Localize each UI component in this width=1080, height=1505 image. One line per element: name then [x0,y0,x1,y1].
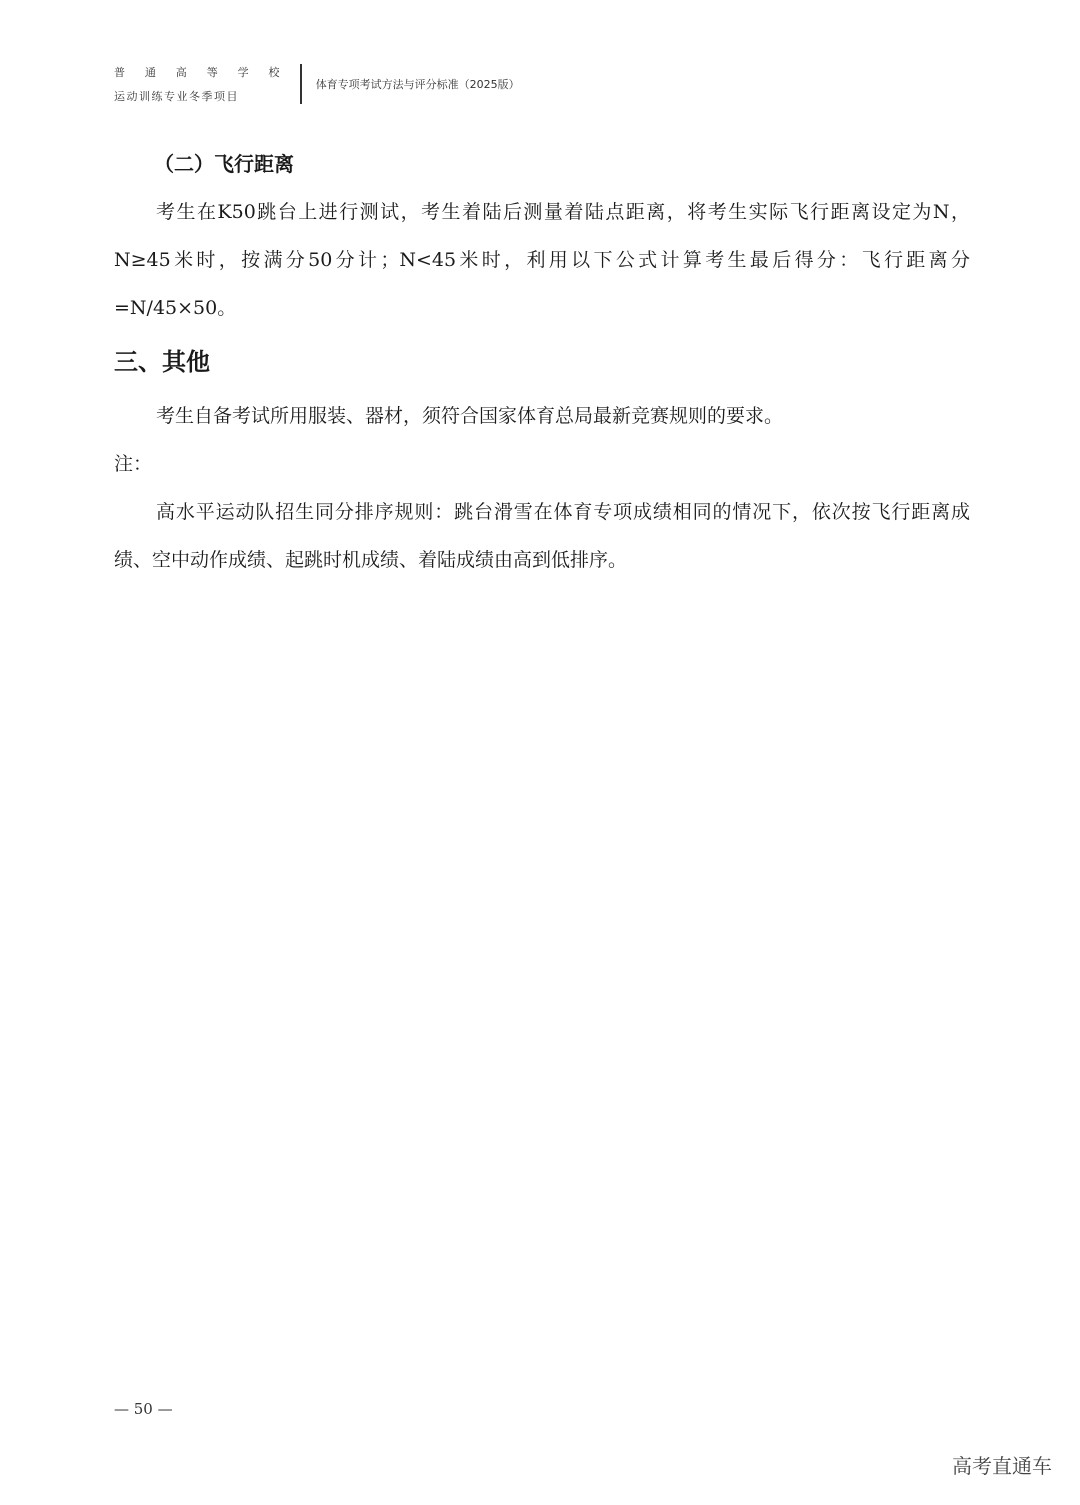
page-header [114,64,520,104]
section-title: 三、其他 [114,348,210,376]
watermark: 高考直通车 [952,1454,1052,1478]
header-institution: 普 通 高 等 学 校 [114,66,288,79]
header-left-block [114,64,300,104]
flight-distance-paragraph: 考生在K50跳台上进行测试，考生着陆后测量着陆点距离，将考生实际飞行距离设定为N，N≥45米时，按满分50分计；N<45米时，利用以下公式计算考生最后得分：飞行距离分=N/45×50。 [114,201,970,319]
page-number: — 50 — [114,1400,173,1418]
document-body [114,140,970,584]
header-document-title: 体育专项考试方法与评分标准（2025版） [315,78,520,91]
header-program: 运动训练专业冬季项目 [114,90,239,103]
ranking-rule-paragraph: 高水平运动队招生同分排序规则：跳台滑雪在体育专项成绩相同的情况下，依次按飞行距离成绩、空中动作成绩、起跳时机成绩、着陆成绩由高到低排序。 [114,501,970,571]
subsection-title: （二）飞行距离 [154,152,294,176]
equipment-paragraph: 考生自备考试所用服装、器材，须符合国家体育总局最新竞赛规则的要求。 [156,405,784,427]
note-label: 注： [114,453,153,475]
